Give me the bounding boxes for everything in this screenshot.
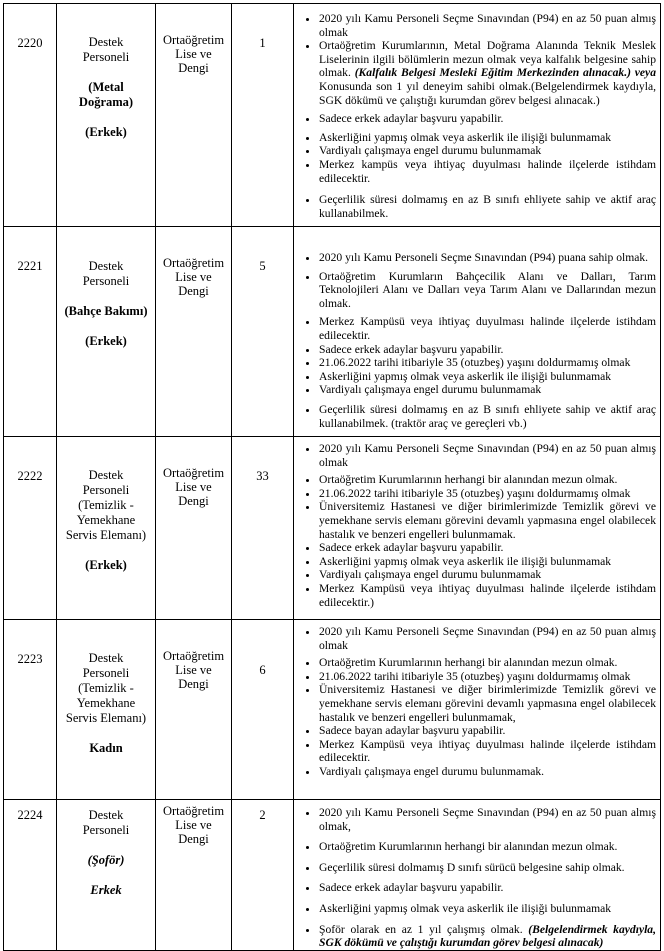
education-line: Dengi xyxy=(178,61,209,75)
gender-label: Kadın xyxy=(89,741,123,755)
positions-table xyxy=(3,3,661,951)
requirement-item: • Ortaöğretim Kurumlarının, Metal Doğrama Alanında Teknik Meslek Liselerinin ilgili bölümlerin mezun olmak veya kalfalık belgesine sahip olmak. (Kalfalık Belgesi Mesleki Eğitim Merkezinden alınacak.) veya Konusunda son 1 yıl deneyim sahibi olmak.(Belgelendirmek kaydıyla, SGK dökümü ve çalıştığı kurumdan görev belgesi alınacak.) xyxy=(319,39,656,107)
education-line: Lise ve xyxy=(175,663,212,677)
requirement-item: • Ortaöğretim Kurumlarının herhangi bir alanından mezun olmak. xyxy=(319,473,656,487)
requirements-cell xyxy=(294,620,661,800)
requirement-item: • Sadece bayan adaylar başvuru yapabilir. xyxy=(319,724,656,738)
title-line: Destek xyxy=(88,808,124,822)
requirement-item: • Şoför olarak en az 1 yıl çalışmış olmak. (Belgelendirmek kaydıyla, SGK dökümü ve çalıştığı kurumdan görev belgesi alınacak) xyxy=(319,923,656,950)
position-code: 2224 xyxy=(4,800,57,951)
requirement-item: • Askerliğini yapmış olmak veya askerlik ile ilişiği bulunmamak xyxy=(319,902,656,916)
requirement-item: • Geçerlilik süresi dolmamış en az B sınıfı ehliyete sahip ve aktif araç kullanabilmek. (traktör araç ve gereçleri vb.) xyxy=(319,403,656,430)
position-code: 2221 xyxy=(4,227,57,437)
position-title xyxy=(57,620,156,800)
title-line: (Temizlik - xyxy=(78,498,134,512)
title-line: (Temizlik - xyxy=(78,681,134,695)
position-code: 2223 xyxy=(4,620,57,800)
table-row xyxy=(4,800,661,951)
education-line: Lise ve xyxy=(175,270,212,284)
requirement-item: • 2020 yılı Kamu Personeli Seçme Sınavından (P94) en az 50 puan almış olmak, xyxy=(319,806,656,833)
requirement-item: • Üniversitemiz Hastanesi ve diğer birimlerimizde Temizlik görevi ve yemekhane servis elemanı görevini devamlı yapmasına engel olabilecek hastalık ve benzeri engelleri bulunmamak. xyxy=(319,500,656,541)
quantity: 2 xyxy=(232,800,294,951)
title-line: Servis Elemanı) xyxy=(65,711,147,725)
title-line: Personeli xyxy=(82,274,130,288)
requirement-item: • Vardiyalı çalışmaya engel durumu bulunmamak xyxy=(319,568,656,582)
education-line: Dengi xyxy=(178,494,209,508)
requirements-cell xyxy=(294,800,661,951)
education-cell xyxy=(156,800,232,951)
position-code: 2220 xyxy=(4,4,57,227)
position-code: 2222 xyxy=(4,437,57,620)
requirement-item: • Sadece erkek adaylar başvuru yapabilir. xyxy=(319,881,656,895)
requirements-cell xyxy=(294,437,661,620)
title-line: Personeli xyxy=(82,483,130,497)
title-line: Yemekhane xyxy=(76,513,136,527)
requirement-item: • Ortaöğretim Kurumlarının herhangi bir alanından mezun olmak. xyxy=(319,840,656,854)
title-line: Destek xyxy=(88,651,124,665)
requirements-cell xyxy=(294,4,661,227)
education-line: Ortaöğretim xyxy=(162,256,225,270)
requirement-item: • 21.06.2022 tarihi itibariyle 35 (otuzbeş) yaşını doldurmamış olmak xyxy=(319,670,656,684)
requirements-cell xyxy=(294,227,661,437)
title-line: Destek xyxy=(88,468,124,482)
position-title xyxy=(57,4,156,227)
education-line: Ortaöğretim xyxy=(162,466,225,480)
title-line: Servis Elemanı) xyxy=(65,528,147,542)
gender-label: (Erkek) xyxy=(85,334,127,348)
requirement-item: • 21.06.2022 tarihi itibariyle 35 (otuzbeş) yaşını doldurmamış olmak xyxy=(319,356,656,370)
quantity: 5 xyxy=(232,227,294,437)
requirement-item: • Vardiyalı çalışmaya engel durumu bulunmamak xyxy=(319,383,656,397)
education-cell xyxy=(156,4,232,227)
requirement-item: • Geçerlilik süresi dolmamış en az B sınıfı ehliyete sahip ve aktif araç kullanabilmek. xyxy=(319,193,656,220)
requirement-item: • 2020 yılı Kamu Personeli Seçme Sınavından (P94) en az 50 puan almış olmak xyxy=(319,625,656,652)
requirement-item: • Vardiyalı çalışmaya engel durumu bulunmamak xyxy=(319,144,656,158)
gender-label: (Erkek) xyxy=(85,125,127,139)
specialty-line: (Şoför) xyxy=(87,853,125,867)
requirement-item: • Merkez kampüs veya ihtiyaç duyulması halinde ilçelerde istihdam edilecektir. xyxy=(319,158,656,185)
requirement-item: • 21.06.2022 tarihi itibariyle 35 (otuzbeş) yaşını doldurmamış olmak xyxy=(319,487,656,501)
title-line: Personeli xyxy=(82,666,130,680)
position-title xyxy=(57,437,156,620)
requirement-item: • Askerliğini yapmış olmak veya askerlik ile ilişiği bulunmamak xyxy=(319,555,656,569)
education-cell xyxy=(156,437,232,620)
education-line: Lise ve xyxy=(175,480,212,494)
education-cell xyxy=(156,227,232,437)
table-row xyxy=(4,620,661,800)
specialty-line: (Metal xyxy=(88,80,124,94)
title-line: Destek xyxy=(88,259,124,273)
education-line: Dengi xyxy=(178,677,209,691)
requirement-item: • Vardiyalı çalışmaya engel durumu bulunmamak. xyxy=(319,765,656,779)
requirement-item: • 2020 yılı Kamu Personeli Seçme Sınavından (P94) en az 50 puan almış olmak xyxy=(319,442,656,469)
education-line: Ortaöğretim xyxy=(162,649,225,663)
requirement-item: • Ortaöğretim Kurumların Bahçecilik Alanı ve Dalları, Tarım Teknolojileri Alanı ve Dalları veya Tarım Alanı ve Dallarından mezun olmak. xyxy=(319,270,656,311)
education-line: Lise ve xyxy=(175,47,212,61)
education-line: Dengi xyxy=(178,284,209,298)
requirement-item: • Merkez Kampüsü veya ihtiyaç duyulması halinde ilçelerde istihdam edilecektir. xyxy=(319,738,656,765)
table-row xyxy=(4,4,661,227)
requirement-item: • 2020 yılı Kamu Personeli Seçme Sınavından (P94) en az 50 puan almış olmak xyxy=(319,12,656,39)
quantity: 6 xyxy=(232,620,294,800)
requirement-item: • 2020 yılı Kamu Personeli Seçme Sınavından (P94) puana sahip olmak. xyxy=(319,251,656,265)
quantity: 1 xyxy=(232,4,294,227)
quantity: 33 xyxy=(232,437,294,620)
education-line: Dengi xyxy=(178,832,209,846)
title-line: Destek xyxy=(88,35,124,49)
position-title xyxy=(57,800,156,951)
requirement-item: • Merkez Kampüsü veya ihtiyaç duyulması halinde ilçelerde istihdam edilecektir.) xyxy=(319,582,656,609)
requirement-item: • Sadece erkek adaylar başvuru yapabilir. xyxy=(319,541,656,555)
specialty-line: (Bahçe Bakımı) xyxy=(64,304,148,318)
gender-label: Erkek xyxy=(90,883,122,897)
requirement-item: • Askerliğini yapmış olmak veya askerlik ile ilişiği bulunmamak xyxy=(319,370,656,384)
requirement-item: • Merkez Kampüsü veya ihtiyaç duyulması halinde ilçelerde istihdam edilecektir. xyxy=(319,315,656,342)
table-row xyxy=(4,437,661,620)
title-line: Yemekhane xyxy=(76,696,136,710)
requirement-item: • Geçerlilik süresi dolmamış D sınıfı sürücü belgesine sahip olmak. xyxy=(319,861,656,875)
position-title xyxy=(57,227,156,437)
requirement-item: • Askerliğini yapmış olmak veya askerlik ile ilişiği bulunmamak xyxy=(319,131,656,145)
requirement-item: • Üniversitemiz Hastanesi ve diğer birimlerimizde Temizlik görevi ve yemekhane servis elemanı görevini devamlı yapmasına engel olabilecek hastalık ve benzeri engelleri bulunmamak, xyxy=(319,683,656,724)
specialty-line: Doğrama) xyxy=(78,95,134,109)
education-line: Ortaöğretim xyxy=(162,33,225,47)
title-line: Personeli xyxy=(82,50,130,64)
title-line: Personeli xyxy=(82,823,130,837)
requirement-item: • Ortaöğretim Kurumlarının herhangi bir alanından mezun olmak. xyxy=(319,656,656,670)
gender-label: (Erkek) xyxy=(85,558,127,572)
requirement-item: • Sadece erkek adaylar başvuru yapabilir. xyxy=(319,343,656,357)
education-line: Ortaöğretim xyxy=(162,804,225,818)
requirement-item: • Sadece erkek adaylar başvuru yapabilir. xyxy=(319,112,656,126)
table-row xyxy=(4,227,661,437)
education-line: Lise ve xyxy=(175,818,212,832)
education-cell xyxy=(156,620,232,800)
